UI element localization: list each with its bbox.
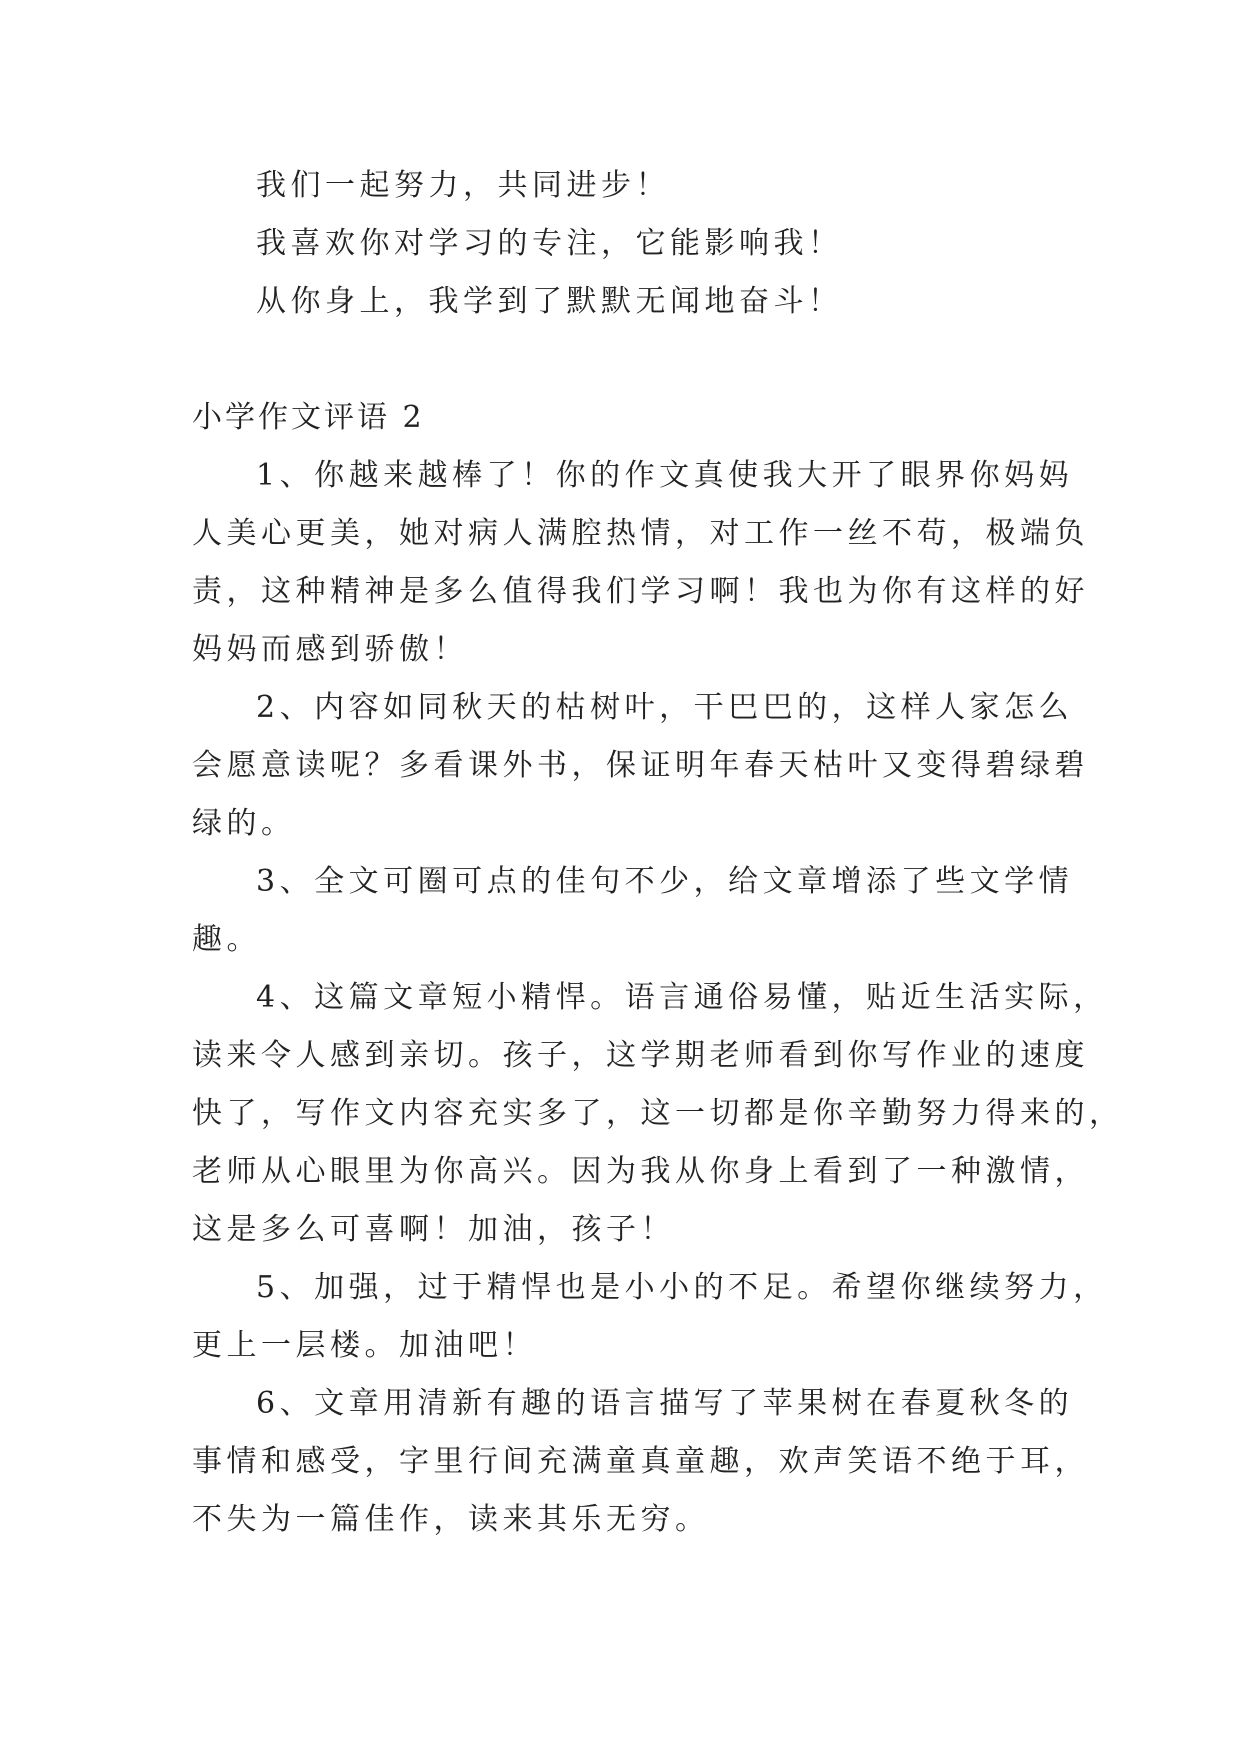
- comment-6-line: 6、文章用清新有趣的语言描写了苹果树在春夏秋冬的: [256, 1386, 1074, 1421]
- comment-2-line: 会愿意读呢？多看课外书，保证明年春天枯叶又变得碧绿碧: [192, 748, 1089, 783]
- intro-line: 我喜欢你对学习的专注，它能影响我！: [256, 226, 843, 261]
- comment-4-line: 读来令人感到亲切。孩子，这学期老师看到你写作业的速度: [192, 1038, 1089, 1073]
- comment-1-line: 人美心更美，她对病人满腔热情，对工作一丝不苟，极端负: [192, 516, 1089, 551]
- comment-1-line: 责，这种精神是多么值得我们学习啊！我也为你有这样的好: [192, 574, 1089, 609]
- comment-3-line: 趣。: [192, 922, 261, 957]
- comment-3-line: 3、全文可圈可点的佳句不少，给文章增添了些文学情: [256, 864, 1074, 899]
- comment-6-line: 不失为一篇佳作，读来其乐无穷。: [192, 1502, 710, 1537]
- comment-4-line: 4、这篇文章短小精悍。语言通俗易懂，贴近生活实际，: [256, 980, 1108, 1015]
- comment-4-line: 这是多么可喜啊！加油，孩子！: [192, 1212, 675, 1247]
- comment-4-line: 老师从心眼里为你高兴。因为我从你身上看到了一种激情，: [192, 1154, 1089, 1189]
- comment-2-line: 绿的。: [192, 806, 296, 841]
- intro-line: 我们一起努力，共同进步！: [256, 168, 670, 203]
- comment-5-line: 5、加强，过于精悍也是小小的不足。希望你继续努力，: [256, 1270, 1108, 1305]
- comment-5-line: 更上一层楼。加油吧！: [192, 1328, 537, 1363]
- intro-line: 从你身上，我学到了默默无闻地奋斗！: [256, 284, 843, 319]
- comment-2-line: 2、内容如同秋天的枯树叶，干巴巴的，这样人家怎么: [256, 690, 1074, 725]
- comment-6-line: 事情和感受，字里行间充满童真童趣，欢声笑语不绝于耳，: [192, 1444, 1089, 1479]
- comment-1-line: 妈妈而感到骄傲！: [192, 632, 468, 667]
- comment-4-line: 快了，写作文内容充实多了，这一切都是你辛勤努力得来的，: [192, 1096, 1124, 1131]
- comment-1-line: 1、你越来越棒了！你的作文真使我大开了眼界你妈妈: [256, 458, 1074, 493]
- section-title: 小学作文评语 2: [192, 400, 425, 435]
